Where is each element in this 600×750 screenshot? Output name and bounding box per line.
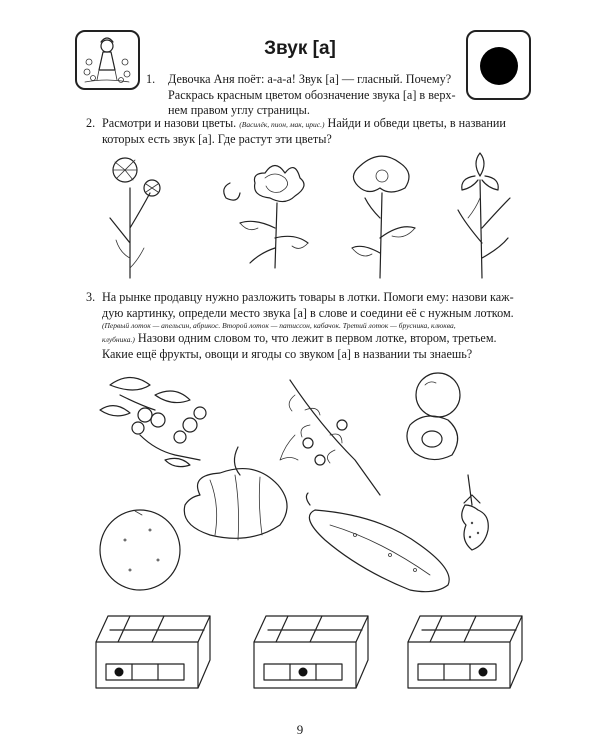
page-number: 9 (296, 722, 304, 737)
sound-position-dot-first (115, 668, 124, 677)
poppy-picture[interactable] (352, 156, 415, 278)
iris-picture[interactable] (458, 153, 510, 278)
task-1 (146, 72, 470, 119)
peony-picture[interactable] (224, 166, 308, 269)
task-3-line-3: Назови одним словом то, что лежит в первом лотке, втором, третьем. (137, 331, 497, 345)
sound-a-marker (480, 47, 518, 85)
task-2-line-2: которых есть звук [а]. Где растут эти цветы? (102, 131, 332, 146)
task-1-line-3: нем правом углу страницы. (168, 103, 310, 117)
orange-picture[interactable] (100, 510, 180, 590)
task-3-line-4: Какие ещё фрукты, овощи и ягоды со звуком [а] в названии ты знаешь? (102, 346, 473, 361)
trays-row (88, 612, 538, 700)
cornflower-picture[interactable] (110, 158, 160, 278)
task-2 (86, 116, 526, 147)
task-3-answer-note: (Первый лоток — апельсин, абрикос. Второй лоток — патиссон, кабачок. Третий лоток — брусника, клюква, (102, 321, 456, 330)
task-2-line-1-start: Расмотри и назови цветы. (102, 116, 237, 130)
task-3-number: 3. (86, 290, 96, 304)
task-2-number: 2. (86, 116, 96, 130)
cranberry-picture[interactable] (280, 380, 380, 495)
lingonberry-picture[interactable] (100, 378, 206, 467)
task-3-line-1: На рынке продавцу нужно разложить товары в лотки. Помоги ему: назови каж- (102, 290, 514, 304)
task-2-answer-note: (Василёк, пион, мак, ирис.) (239, 120, 325, 129)
task-1-number: 1. (146, 72, 156, 86)
strawberry-picture[interactable] (462, 475, 489, 550)
page-title: Звук [а] (264, 38, 336, 59)
task-3 (86, 290, 536, 362)
task-1-line-2: Раскрась красным цветом обозначение звука [а] в верх- (168, 87, 456, 102)
flowers-row (80, 148, 530, 283)
apricot-picture[interactable] (407, 373, 460, 460)
tray-1[interactable] (96, 616, 210, 688)
tray-3[interactable] (408, 616, 522, 688)
task-1-line-1: Девочка Аня поёт: а-а-а! Звук [а] — гласный. Почему? (168, 72, 452, 86)
task-3-answer-note-end: клубника.) (102, 335, 135, 344)
task-3-line-2: дую картинку, определи место звука [а] в слове и соедини её с нужным лотком. (102, 305, 514, 320)
tray-2[interactable] (254, 616, 368, 688)
sound-position-dot-second (299, 668, 308, 677)
sound-position-dot-third (479, 668, 488, 677)
pattypan-squash-picture[interactable] (184, 447, 287, 540)
zucchini-picture[interactable] (306, 493, 449, 592)
task-2-line-1-end: Найди и обведи цветы, в названии (327, 116, 506, 130)
sound-marker-frame[interactable] (466, 30, 531, 100)
produce-pictures (80, 365, 540, 600)
